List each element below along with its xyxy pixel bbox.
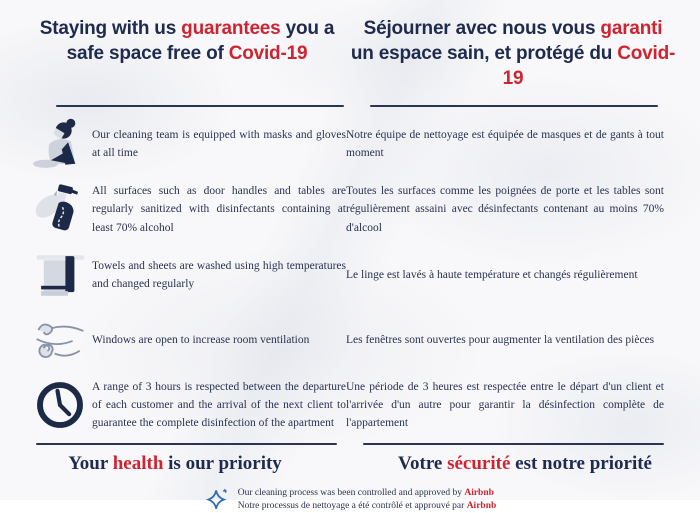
safety-items bbox=[0, 107, 700, 432]
footer-divider bbox=[0, 443, 700, 445]
item-text-fr: Une période de 3 heures est respectée entre le départ d'un client et l'arrivée d'un autre pour garantir la désinfection complète de l'appartement bbox=[346, 380, 664, 430]
safety-item-disinfection-delay bbox=[32, 378, 664, 432]
slogan-en-highlight-health: health bbox=[112, 453, 164, 475]
approval-line-fr bbox=[238, 500, 497, 513]
safety-item-cleaning-team bbox=[32, 117, 664, 171]
title-fr-text: un espace sain, et protégé du bbox=[350, 43, 618, 65]
approval-note bbox=[0, 487, 700, 513]
title-en bbox=[24, 16, 350, 91]
item-text-fr: Toutes les surfaces comme les poignées de porte et les tables sont régulièrement assaini avec désinfectants contenant au moins 70% d'alcool bbox=[346, 185, 664, 234]
safety-item-surfaces bbox=[32, 182, 664, 236]
slogan-en-text: is our priority bbox=[163, 453, 282, 475]
approval-line-en-text: Our cleaning process was been controlled and approved by bbox=[237, 488, 465, 499]
title-fr bbox=[350, 16, 676, 91]
item-text-en: Towels and sheets are washed using high temperatures and changed regularly bbox=[92, 259, 346, 290]
title-en-highlight-covid: Covid-19 bbox=[228, 43, 308, 65]
item-text-en: Our cleaning team is equipped with masks and gloves at all time bbox=[92, 129, 346, 160]
approval-line-en bbox=[238, 487, 497, 500]
spray-bottle-icon bbox=[32, 182, 88, 236]
title-en-text: you a safe space free of bbox=[66, 18, 335, 65]
slogan-en-text: Your bbox=[68, 453, 113, 475]
item-text-en: All surfaces such as door handles and tables are regularly sanitized with disinfectants containing at least 70% alcohol bbox=[92, 185, 346, 234]
slogan-en bbox=[0, 453, 350, 475]
cleaning-person-icon bbox=[32, 117, 88, 171]
slogan-fr bbox=[350, 453, 700, 475]
slogans bbox=[0, 453, 700, 475]
title-fr-highlight-garanti: garanti bbox=[600, 18, 663, 39]
slogan-fr-highlight-securite: sécurité bbox=[447, 453, 511, 475]
item-text-fr: Les fenêtres sont ouvertes pour augmenter la ventilation des pièces bbox=[346, 333, 655, 346]
wind-icon bbox=[32, 313, 88, 367]
slogan-fr-text: Votre bbox=[398, 453, 448, 475]
item-text-en: A range of 3 hours is respected between the departure of each customer and the arrival of the next client to guarantee the complete disinfection of the apartment bbox=[92, 380, 346, 430]
towels-icon bbox=[32, 248, 88, 302]
approval-text bbox=[238, 487, 497, 513]
title-fr-text: Séjourner avec nous vous bbox=[363, 18, 601, 39]
header bbox=[0, 0, 700, 91]
item-text-fr: Le linge est lavés à haute température et changés régulièrement bbox=[346, 268, 638, 281]
approval-brand-airbnb: Airbnb bbox=[466, 501, 497, 512]
approval-line-fr-text: Notre processus de nettoyage a été contrôlé et approuvé par bbox=[237, 501, 467, 512]
approval-brand-airbnb: Airbnb bbox=[464, 488, 494, 499]
title-en-highlight-guarantees: guarantees bbox=[181, 18, 281, 39]
item-text-en: Windows are open to increase room ventilation bbox=[92, 333, 310, 346]
title-en-text: Staying with us bbox=[39, 18, 182, 39]
clock-icon bbox=[32, 378, 88, 432]
safety-item-towels bbox=[32, 248, 664, 302]
title-fr-highlight-covid: Covid-19 bbox=[502, 43, 676, 90]
item-text-fr: Notre équipe de nettoyage est équipée de masques et de gants à tout moment bbox=[346, 129, 664, 160]
safety-item-ventilation bbox=[32, 313, 664, 367]
sparkle-icon bbox=[204, 487, 230, 513]
slogan-fr-text: est notre priorité bbox=[510, 453, 652, 475]
